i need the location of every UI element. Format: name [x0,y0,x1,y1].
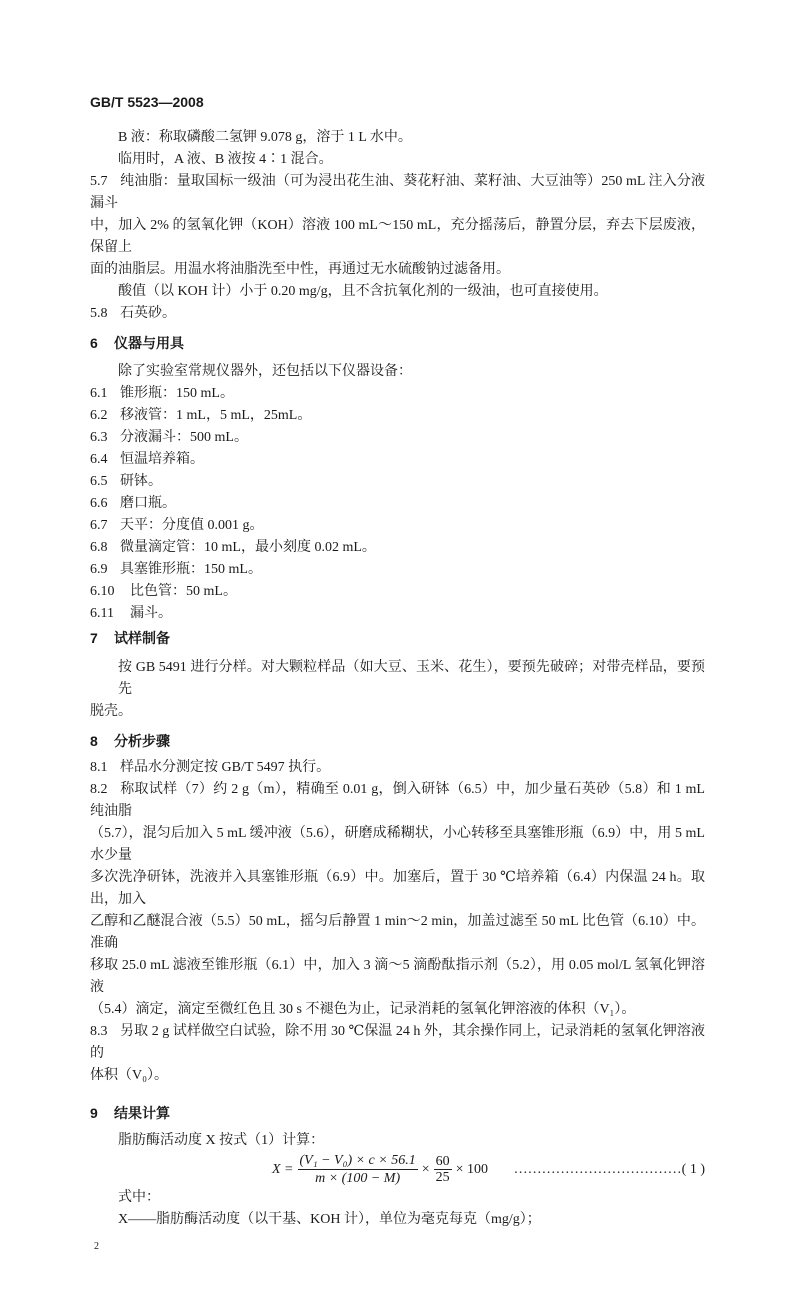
formula-ratio-fraction [434,1154,452,1185]
formula-ratio-denominator: 25 [435,1170,450,1185]
section-5-7-line4: 酸值（以 KOH 计）小于 0.20 mg/g，且不含抗氧化剂的一级油，也可直接使用。 [118,284,608,299]
heading-number: 9 [90,1105,98,1121]
equation-number [514,1162,705,1178]
formula-expression [272,1152,488,1187]
equation-label: ( 1 ) [681,1161,705,1177]
section-6-intro: 除了实验室常规仪器外，还包括以下仪器设备： [118,364,412,379]
section-number: 6.9 [90,562,108,577]
instrument-item [90,581,705,603]
heading-6 [90,332,705,354]
instrument-list [90,383,705,625]
instrument-item [90,515,705,537]
paragraph-text: 样品水分测定按 GB/T 5497 执行。 [120,760,331,775]
formula-tail: × 100 [455,1161,489,1177]
formula-1 [90,1152,705,1187]
section-5-8 [90,303,705,325]
formula-numerator: (V₁ − V₀) × c × 56.1 [299,1153,416,1168]
dot-leader: ……………………………… [513,1161,682,1177]
section-number: 6.1 [90,386,108,401]
heading-number: 6 [90,335,98,351]
section-5-7-line3: 面的油脂层。用温水将油脂洗至中性，再通过无水硫酸钠过滤备用。 [90,262,510,277]
section-number: 6.11 [90,606,114,621]
section-5-7-line1 [90,171,705,215]
heading-text: 分析步骤 [114,733,170,749]
formula-lhs: X = [272,1161,294,1177]
heading-text: 试样制备 [114,630,170,646]
formula-denominator: m × (100 − M) [315,1171,401,1186]
section-5-7-line2: 中，加入 2% 的氢氧化钾（KOH）溶液 100 mL～150 mL，充分摇荡后，静置分层，弃去下层废液，保留上 [90,218,705,255]
section-8-2-line3: 多次洗净研钵，洗液并入具塞锥形瓶（6.9）中。加塞后，置于 30 ℃培养箱（6.4）内保温 24 h。取出，加入 [90,870,705,907]
instrument-text: 分液漏斗：500 mL。 [120,430,248,445]
instrument-item [90,405,705,427]
b-solution-text: B 液：称取磷酸二氢钾 9.078 g，溶于 1 L 水中。 [118,130,412,145]
section-number: 6.6 [90,496,108,511]
formula-ratio-numerator: 60 [435,1154,450,1169]
instrument-item [90,537,705,559]
heading-8 [90,730,705,752]
section-8-2-line6: （5.4）滴定，滴定至微红色且 30 s 不褪色为止，记录消耗的氢氧化钾溶液的体积（V₁）。 [90,1002,636,1017]
section-number: 5.8 [90,306,108,321]
section-9-intro: 脂肪酶活动度 X 按式（1）计算： [118,1133,325,1148]
formula-times: × [421,1161,430,1177]
formula-main-fraction [298,1152,418,1187]
section-8-2-line1 [90,779,705,823]
section-7-line2: 脱壳。 [90,704,132,719]
instrument-item [90,559,705,581]
instrument-text: 漏斗。 [130,606,172,621]
section-number: 8.2 [90,782,108,797]
section-number: 6.4 [90,452,108,467]
instrument-item [90,427,705,449]
heading-number: 8 [90,733,98,749]
section-8-3-line1 [90,1021,705,1065]
section-number: 8.1 [90,760,108,775]
instrument-text: 比色管：50 mL。 [130,584,237,599]
section-number: 6.2 [90,408,108,423]
instrument-text: 天平：分度值 0.001 g。 [120,518,264,533]
paragraph-text: 称取试样（7）约 2 g（m），精确至 0.01 g，倒入研钵（6.5）中，加少量石英砂（5.8）和 1 mL 纯油脂 [90,782,705,819]
paragraph-text: 纯油脂：量取国标一级油（可为浸出花生油、葵花籽油、菜籽油、大豆油等）250 mL 注入分液漏斗 [90,174,705,211]
heading-7 [90,627,705,649]
section-number: 6.3 [90,430,108,445]
instrument-text: 移液管：1 mL，5 mL，25mL。 [120,408,312,423]
section-number: 6.5 [90,474,108,489]
mix-text: 临用时，A 液、B 液按 4∶1 混合。 [118,152,333,167]
instrument-text: 微量滴定管：10 mL，最小刻度 0.02 mL。 [120,540,376,555]
instrument-item [90,493,705,515]
section-number: 5.7 [90,174,108,189]
definition-x: X——脂肪酶活动度（以干基、KOH 计），单位为毫克每克（mg/g）； [118,1212,541,1227]
heading-text: 结果计算 [114,1105,170,1121]
section-7-line1: 按 GB 5491 进行分样。对大颗粒样品（如大豆、玉米、花生），要预先破碎；对带壳样品，要预先 [118,660,705,697]
instrument-item [90,449,705,471]
instrument-text: 恒温培养箱。 [120,452,204,467]
section-8-1 [90,757,705,779]
instrument-text: 磨口瓶。 [120,496,176,511]
heading-text: 仪器与用具 [114,335,184,351]
instrument-item [90,383,705,405]
section-number: 6.8 [90,540,108,555]
instrument-text: 具塞锥形瓶：150 mL。 [120,562,262,577]
standard-number-header: GB/T 5523—2008 [90,94,204,110]
instrument-item [90,603,705,625]
section-8-2-line4: 乙醇和乙醚混合液（5.5）50 mL，摇匀后静置 1 min～2 min，加盖过滤至 50 mL 比色管（6.10）中。准确 [90,914,705,951]
section-number: 8.3 [90,1024,108,1039]
page-number: 2 [94,1241,99,1252]
where-label: 式中： [118,1190,160,1205]
paragraph-text: 另取 2 g 试样做空白试验，除不用 30 ℃保温 24 h 外，其余操作同上，记录消耗的氢氧化钾溶液的 [90,1024,705,1061]
section-8-2-line2: （5.7），混匀后加入 5 mL 缓冲液（5.6），研磨成稀糊状，小心转移至具塞锥形瓶（6.9）中，用 5 mL 水少量 [90,826,705,863]
instrument-text: 研钵。 [120,474,162,489]
section-number: 6.10 [90,584,115,599]
instrument-item [90,471,705,493]
section-number: 6.7 [90,518,108,533]
section-8-2-line5: 移取 25.0 mL 滤液至锥形瓶（6.1）中，加入 3 滴～5 滴酚酞指示剂（5.2），用 0.05 mol/L 氢氧化钾溶液 [90,958,705,995]
instrument-text: 锥形瓶：150 mL。 [120,386,234,401]
paragraph-text: 石英砂。 [120,306,176,321]
heading-number: 7 [90,630,98,646]
section-8-3-line2: 体积（V₀）。 [90,1068,168,1083]
heading-9 [90,1102,705,1124]
